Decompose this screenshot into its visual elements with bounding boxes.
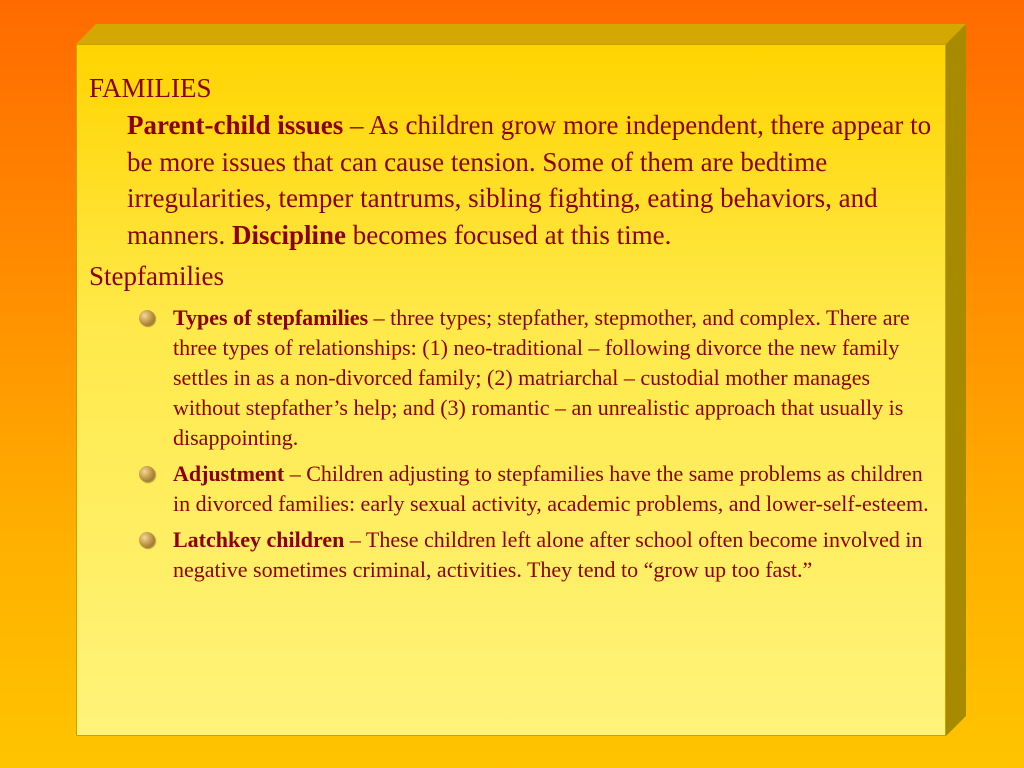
box-top-bevel bbox=[76, 24, 966, 44]
bullet-icon bbox=[139, 310, 155, 326]
discipline-term: Discipline bbox=[231, 219, 346, 250]
parent-child-paragraph bbox=[127, 107, 939, 253]
bullet-text: – These children left alone after school often become involved in negative sometimes criminal, activities. They tend to “grow up too fast.” bbox=[173, 527, 923, 582]
families-heading: FAMILIES bbox=[89, 73, 212, 103]
stepfamilies-bullet-list bbox=[89, 303, 939, 585]
discipline-text: becomes focused at this time. bbox=[345, 219, 672, 250]
bullet-item-adjustment bbox=[173, 459, 939, 519]
slide-content bbox=[89, 71, 939, 591]
bullet-text: – Children adjusting to stepfamilies have the same problems as children in divorced families: early sexual activity, academic problems, and lower-self-esteem. bbox=[173, 461, 929, 516]
bullet-term: Latchkey children bbox=[173, 527, 345, 552]
bullet-icon bbox=[139, 532, 155, 548]
box-side-bevel bbox=[946, 24, 966, 736]
bullet-icon bbox=[139, 466, 155, 482]
content-box bbox=[76, 24, 966, 736]
bullet-text: – three types; stepfather, stepmother, and complex. There are three types of relationships: (1) neo-traditional – following divorce the new family settles in as a non-divorced family; (2) matriarchal – custodial mother manages without stepfather’s help; and (3) romantic – an unrealistic approach that usually is disappointing. bbox=[173, 305, 910, 450]
stepfamilies-heading: Stepfamilies bbox=[89, 261, 224, 291]
box-face bbox=[76, 44, 946, 736]
parent-child-text: – As children grow more independent, there appear to be more issues that can cause tension. Some of them are bedtime irregularities, temper tantrums, sibling fighting, eating behaviors, and manners. bbox=[127, 110, 932, 250]
bullet-item-types bbox=[173, 303, 939, 453]
bullet-term: Types of stepfamilies bbox=[173, 305, 369, 330]
bullet-term: Adjustment bbox=[173, 461, 285, 486]
parent-child-term: Parent-child issues bbox=[127, 110, 344, 140]
bullet-item-latchkey bbox=[173, 525, 939, 585]
